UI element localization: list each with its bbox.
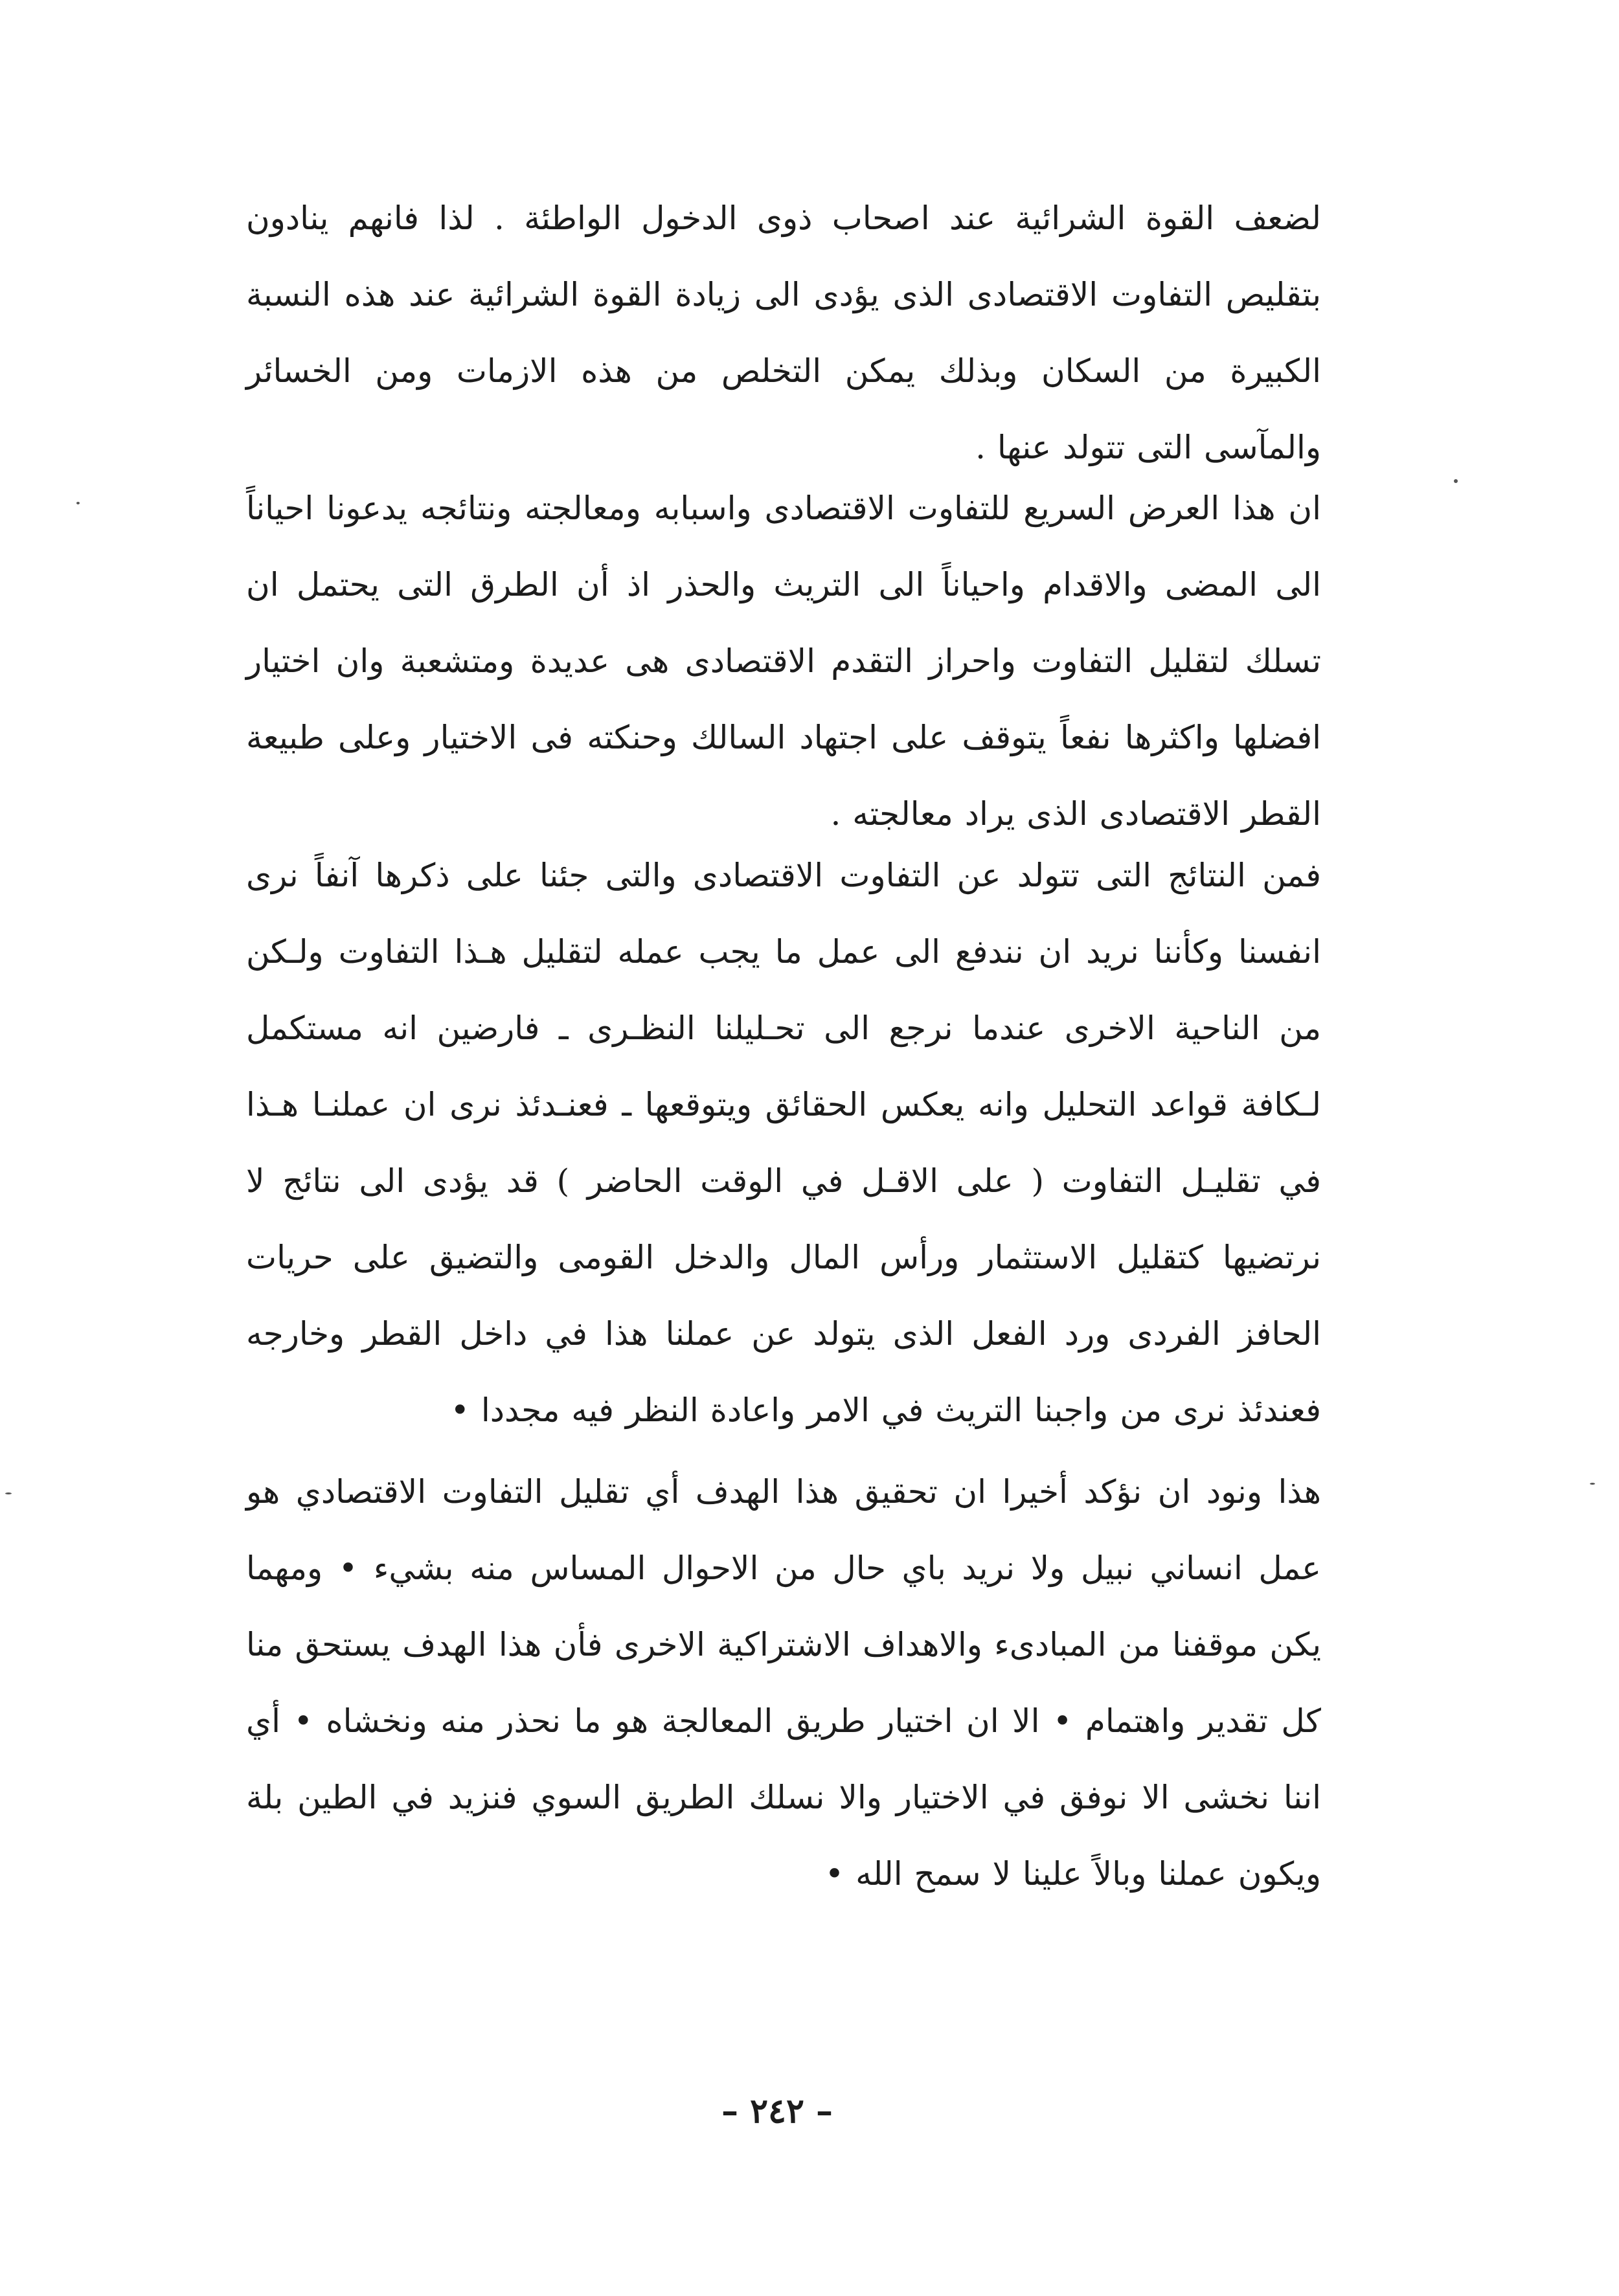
paragraph-3 [246, 837, 1321, 1448]
paragraph-4 [246, 1454, 1321, 1912]
paragraph-1 [246, 180, 1321, 486]
scan-speck-4 [1590, 1483, 1595, 1485]
paragraph-2-text: ان هذا العرض السريع للتفاوت الاقتصادى واسبابه ومعالجته ونتائجه يدعونا احياناً الى المضى والاقدام واحياناً الى التريث والحذر اذ أن الطرق التى يحتمل ان تسلك لتقليل التفاوت واحراز التقدم الاقتصادى هى عديدة ومتشعبة وان اختيار افضلها واكثرها نفعاً يتوقف على اجتهاد السالك وحنكته فى الاختيار وعلى طبيعة القطر الاقتصادى الذى يراد معالجته . [246, 490, 1321, 833]
scan-speck-3 [5, 1492, 12, 1494]
page-number: – ٢٤٢ – [721, 2091, 833, 2131]
paragraph-3-text: فمن النتائج التى تتولد عن التفاوت الاقتصادى والتى جئنا على ذكرها آنفاً نرى انفسنا وكأننا نريد ان نندفع الى عمل ما يجب عمله لتقليل هـذا التفاوت ولـكن من الناحية الاخرى عندما نرجع الى تحـليلنا النظـرى ـ فارضين انه مستكمل لـكافة قواعد التحليل وانه يعكس الحقائق ويتوقعها ـ فعنـدئذ نرى ان عملنـا هـذا في تقليـل التفاوت ( على الاقـل في الوقت الحاضر ) قد يؤدى الى نتائج لا نرتضيها كتقليل الاستثمار ورأس المال والدخل القومى والتضيق على حريات الحافز الفردى ورد الفعل الذى يتولد عن عملنا هذا في داخل القطر وخارجه فعندئذ نرى من واجبنا التريث في الامر واعادة النظر فيه مجددا • [246, 857, 1321, 1429]
paragraph-2 [246, 470, 1321, 852]
paragraph-4-text: هذا ونود ان نؤكد أخيرا ان تحقيق هذا الهدف أي تقليل التفاوت الاقتصادي هو عمل انساني نبيل ولا نريد باي حال من الاحوال المساس منه بشيء • ومهما يكن موقفنا من المبادىء والاهداف الاشتراكية الاخرى فأن هذا الهدف يستحق منا كل تقدير واهتمام • الا ان اختيار طريق المعالجة هو ما نحذر منه ونخشاه • أي اننا نخشى الا نوفق في الاختيار والا نسلك الطريق السوي فنزيد في الطين بلة ويكون عملنا وبالاً علينا لا سمح الله • [246, 1473, 1321, 1893]
paragraph-1-text: لضعف القوة الشرائية عند اصحاب ذوى الدخول الواطئة . لذا فانهم ينادون بتقليص التفاوت الاقتصادى الذى يؤدى الى زيادة القوة الشرائية عند هذه النسبة الكبيرة من السكان وبذلك يمكن التخلص من هذه الازمات ومن الخسائر والمآسى التى تتولد عنها . [246, 199, 1321, 466]
scan-speck-2 [76, 502, 80, 504]
scan-speck-1 [1454, 479, 1458, 483]
